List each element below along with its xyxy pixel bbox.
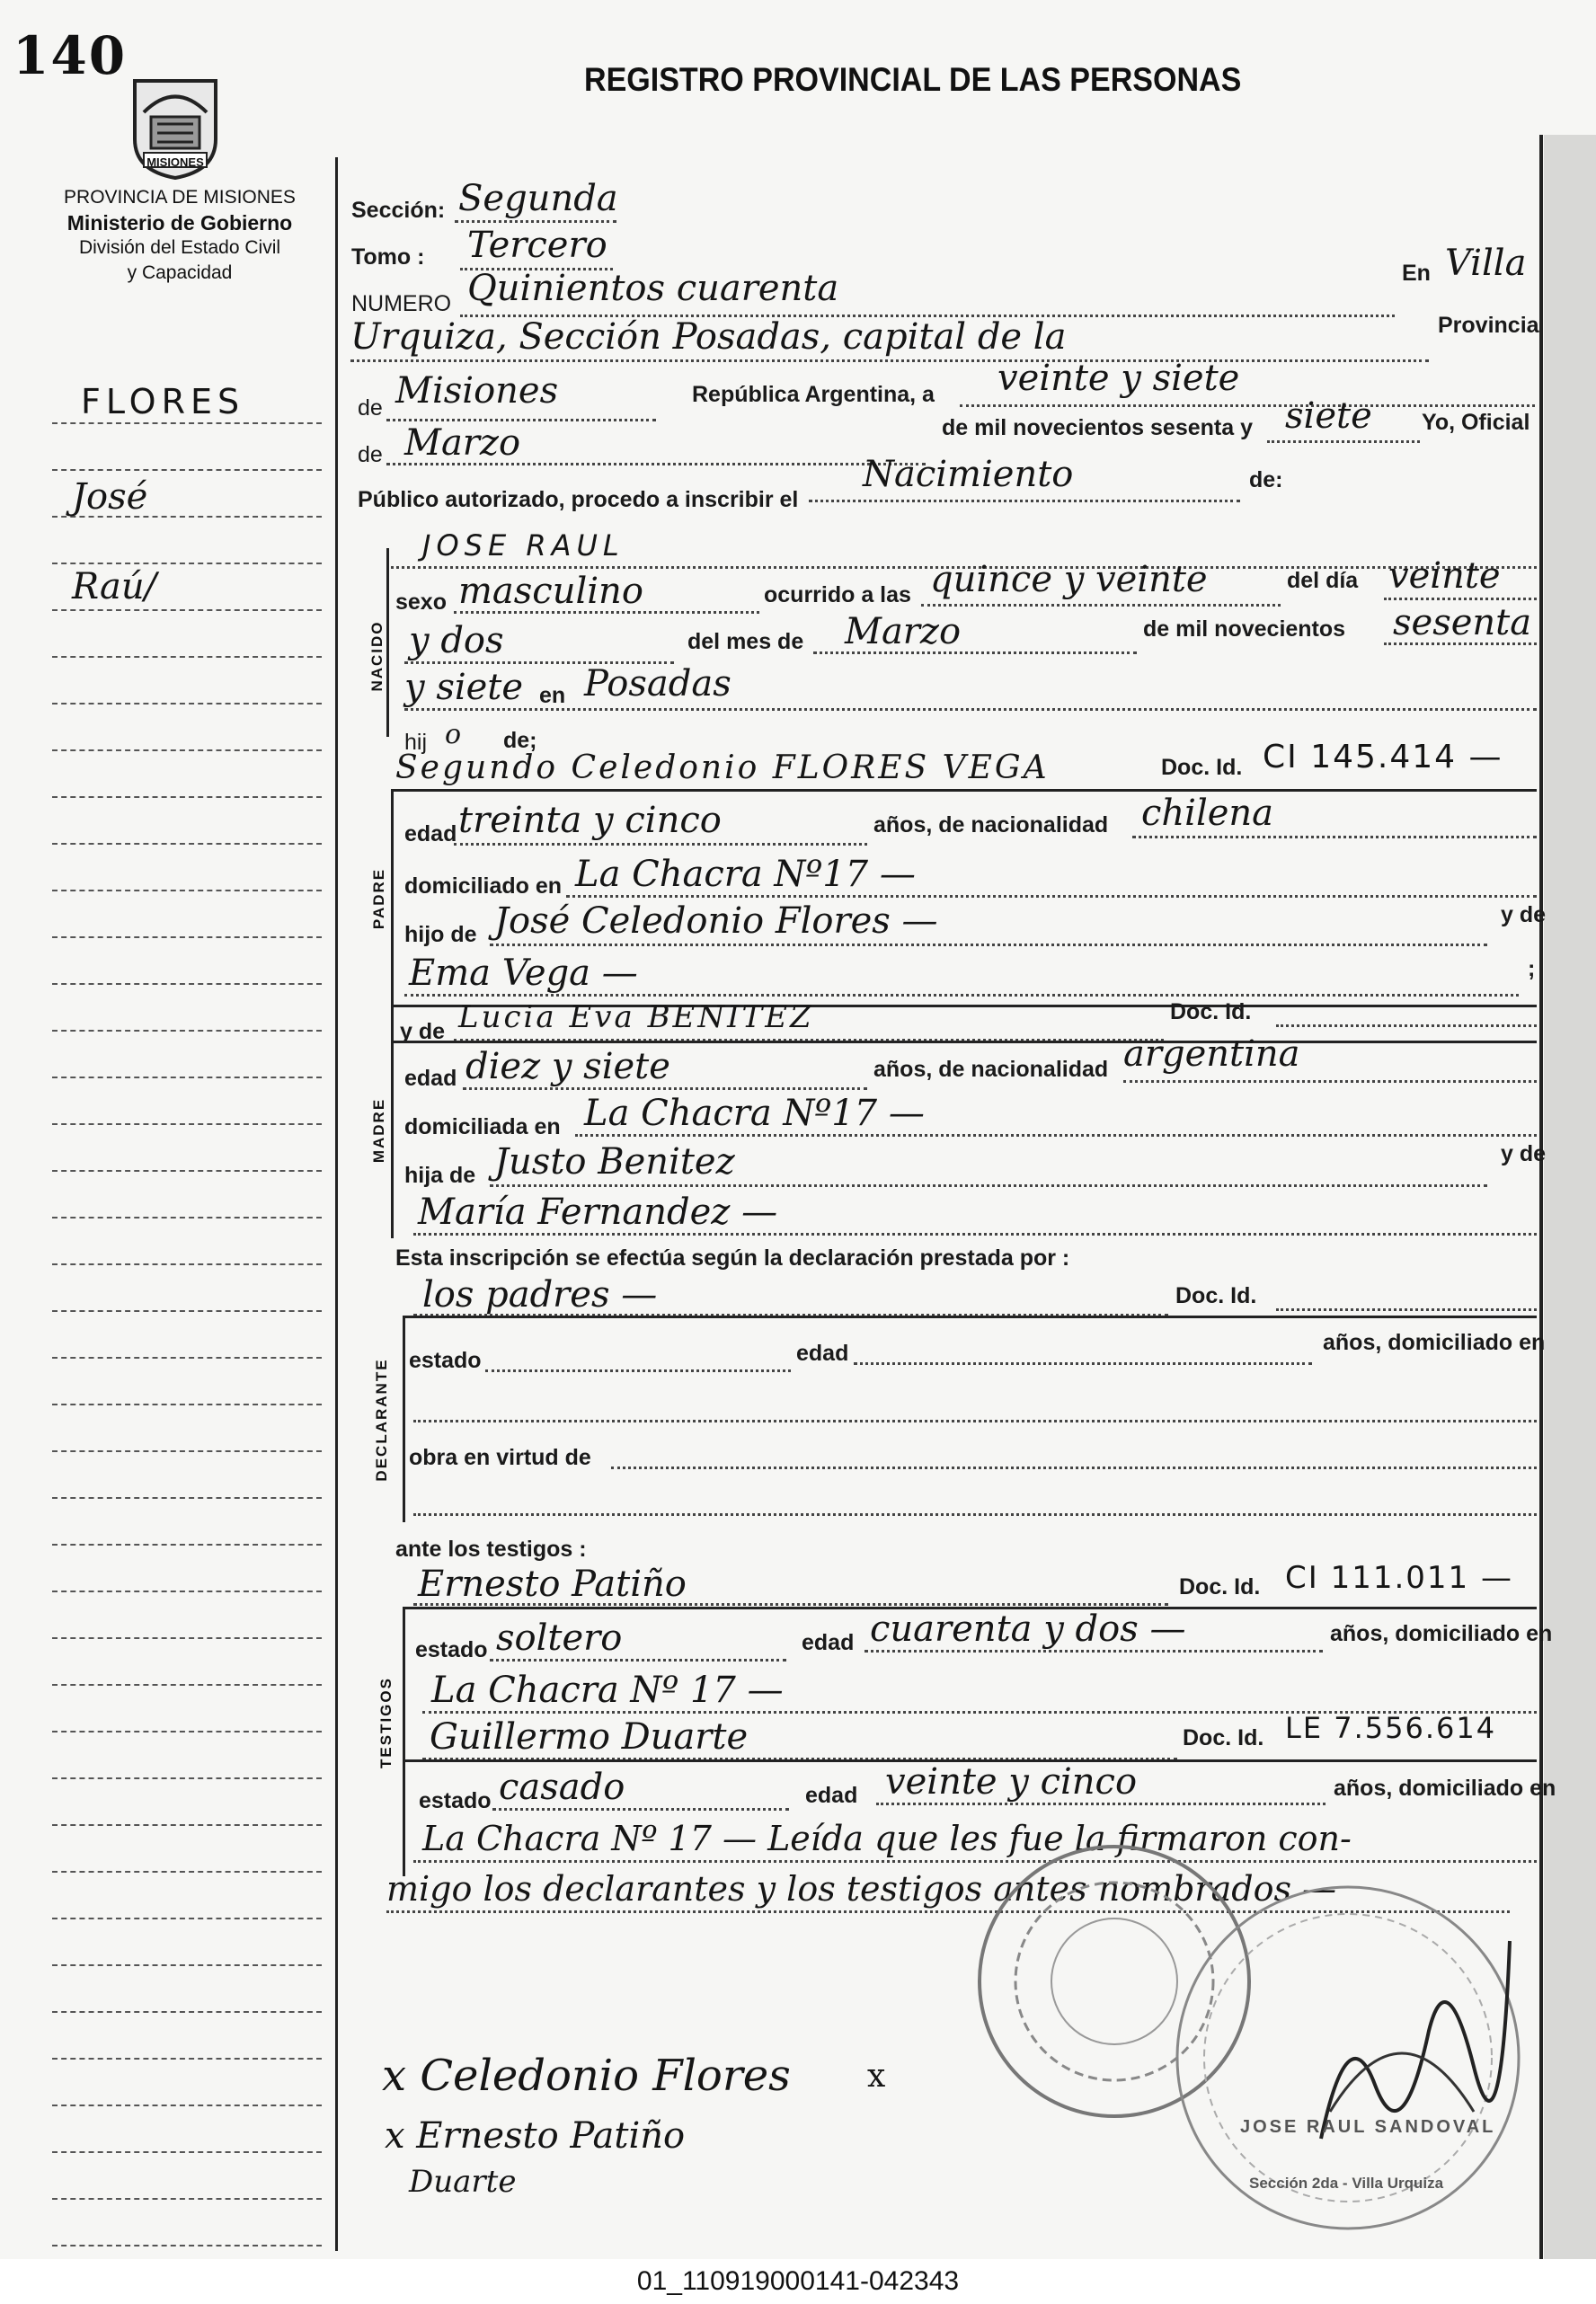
dia-nac-value-2: y dos bbox=[409, 620, 504, 661]
margin-ruled-line bbox=[52, 2151, 322, 2153]
margin-ruled-line bbox=[52, 843, 322, 845]
declarante-intro: Esta inscripción se efectúa según la declaración prestada por : bbox=[395, 1245, 1070, 1271]
margin-ruled-line bbox=[52, 983, 322, 985]
padre-y-de-label: y de bbox=[1501, 902, 1547, 927]
madre-nac-value: argentina bbox=[1123, 1033, 1300, 1075]
org-division: División del Estado Civil bbox=[78, 237, 281, 258]
testigo1-anios-label: años, domiciliado en bbox=[1330, 1621, 1553, 1646]
declarante-obra-label: obra en virtud de bbox=[409, 1445, 591, 1470]
margin-ruled-line bbox=[52, 1497, 322, 1499]
madre-y-de-label: y de bbox=[1501, 1141, 1547, 1166]
margin-ruled-line bbox=[52, 1777, 322, 1779]
margin-ruled-line bbox=[52, 469, 322, 471]
madre-doc-label: Doc. Id. bbox=[1170, 999, 1252, 1024]
margin-ruled-line bbox=[52, 1170, 322, 1172]
numero-value: Quinientos cuarenta bbox=[467, 268, 839, 309]
padre-side-label: PADRE bbox=[370, 867, 387, 930]
closing-line-2: migo los declarantes y los testigos antes nombrados — bbox=[386, 1869, 1337, 1909]
tomo-value: Tercero bbox=[467, 225, 607, 266]
madre-side-label: MADRE bbox=[370, 1097, 387, 1164]
margin-ruled-line bbox=[52, 1824, 322, 1826]
margin-ruled-line bbox=[52, 1450, 322, 1452]
madre-madre-value: María Fernandez — bbox=[418, 1192, 778, 1233]
child-name: JOSE RAUL bbox=[422, 528, 625, 563]
footer-bar bbox=[0, 2259, 1596, 2304]
margin-ruled-line bbox=[52, 1357, 322, 1359]
org-ministry: Ministerio de Gobierno bbox=[66, 211, 293, 235]
hijo-de-label: de; bbox=[503, 728, 537, 753]
margin-divider bbox=[335, 157, 338, 2251]
yo-label: Yo, Oficial bbox=[1422, 410, 1530, 435]
margin-ruled-line bbox=[52, 1964, 322, 1966]
mes-label: del mes de bbox=[687, 629, 804, 654]
mil-nac-label: de mil novecientos bbox=[1143, 616, 1346, 642]
testigo2-anios-label: años, domiciliado en bbox=[1334, 1776, 1556, 1801]
de2-label: de bbox=[358, 442, 383, 467]
padre-hijo-label: hijo de bbox=[404, 922, 477, 947]
lugar-value: Posadas bbox=[584, 663, 732, 704]
margin-given-name-1: José bbox=[72, 476, 148, 518]
tomo-label: Tomo : bbox=[351, 244, 425, 270]
testigos-side-label: TESTIGOS bbox=[377, 1677, 395, 1768]
madre-dom-label: domiciliada en bbox=[404, 1114, 561, 1139]
madre-dom-value: La Chacra Nº17 — bbox=[584, 1093, 925, 1134]
testigo1-doc-label: Doc. Id. bbox=[1179, 1574, 1261, 1600]
declarante-name: los padres — bbox=[422, 1274, 658, 1316]
numero-label: NUMERO bbox=[351, 291, 452, 316]
anio-nac-value: sesenta bbox=[1393, 602, 1532, 643]
org-province: PROVINCIA DE MISIONES bbox=[64, 187, 296, 208]
declarante-anios-label: años, domiciliado en bbox=[1323, 1330, 1546, 1355]
sexo-label: sexo bbox=[395, 589, 447, 615]
margin-ruled-line bbox=[52, 1263, 322, 1265]
hijo-label: hij bbox=[404, 730, 428, 755]
margin-ruled-line bbox=[52, 1030, 322, 1032]
declarante-edad-label: edad bbox=[796, 1341, 849, 1366]
padre-doc-label: Doc. Id. bbox=[1161, 755, 1243, 780]
mes-value: Marzo bbox=[404, 422, 521, 464]
declarante-top-rule bbox=[403, 1316, 1537, 1318]
margin-ruled-line bbox=[52, 2198, 322, 2200]
margin-ruled-line bbox=[52, 1544, 322, 1546]
signature-father: x Celedonio Flores bbox=[382, 2051, 791, 2101]
nacido-bracket bbox=[386, 548, 389, 737]
ocurrido-label: ocurrido a las bbox=[764, 582, 911, 607]
margin-ruled-line bbox=[52, 1871, 322, 1873]
republica-label: República Argentina, a bbox=[692, 382, 935, 407]
testigos-bracket bbox=[403, 1607, 405, 1876]
testigo1-estado-value: soltero bbox=[496, 1617, 623, 1659]
hijo-suffix: o bbox=[445, 719, 462, 750]
padre-semicolon: ; bbox=[1528, 956, 1536, 981]
dia-value: veinte y siete bbox=[998, 358, 1240, 399]
testigo2-doc-label: Doc. Id. bbox=[1183, 1725, 1264, 1750]
margin-ruled-line bbox=[52, 1310, 322, 1312]
padre-edad-label: edad bbox=[404, 821, 457, 846]
padre-nac-value: chilena bbox=[1141, 793, 1274, 834]
en-label: En bbox=[1402, 261, 1431, 286]
madre-hija-label: hija de bbox=[404, 1163, 476, 1188]
margin-ruled-line bbox=[52, 936, 322, 938]
seccion-value: Segunda bbox=[458, 178, 618, 219]
margin-ruled-line bbox=[52, 2058, 322, 2060]
margin-surname: FLORES bbox=[81, 382, 245, 421]
anio-nac-value-2: y siete bbox=[404, 667, 524, 708]
padre-dom-label: domiciliado en bbox=[404, 873, 563, 899]
nacido-side-label: NACIDO bbox=[368, 620, 386, 692]
padre-madre-value: Ema Vega — bbox=[409, 953, 638, 994]
margin-ruled-line bbox=[52, 2105, 322, 2106]
page-edge bbox=[1539, 135, 1543, 2282]
madre-hija-value: Justo Benitez bbox=[494, 1141, 735, 1183]
margin-ruled-line bbox=[52, 890, 322, 891]
padre-bracket bbox=[391, 789, 394, 1005]
margin-ruled-line bbox=[52, 749, 322, 751]
madre-name: Lucia Eva BENITEZ bbox=[458, 999, 814, 1035]
signature-witness-2: Duarte bbox=[409, 2164, 517, 2200]
acto-value: Nacimiento bbox=[863, 454, 1074, 495]
publico-label: Público autorizado, procedo a inscribir el bbox=[358, 487, 799, 512]
testigo2-estado-label: estado bbox=[419, 1788, 492, 1813]
testigo2-doc-value: LE 7.556.614 bbox=[1285, 1711, 1497, 1745]
emblem-label: MISIONES bbox=[146, 155, 204, 169]
padre-hijo-value: José Celedonio Flores — bbox=[494, 900, 938, 942]
testigo2-estado-value: casado bbox=[499, 1767, 625, 1808]
padre-nac-label: años, de nacionalidad bbox=[873, 812, 1109, 837]
margin-ruled-line bbox=[52, 1731, 322, 1732]
madre-edad-label: edad bbox=[404, 1066, 457, 1091]
margin-ruled-line bbox=[52, 796, 322, 798]
en-value: Villa bbox=[1445, 243, 1527, 284]
testigo2-edad-label: edad bbox=[805, 1783, 858, 1808]
margin-ruled-line bbox=[52, 1123, 322, 1125]
madre-rule bbox=[391, 1041, 1537, 1043]
testigos-intro: ante los testigos : bbox=[395, 1537, 587, 1562]
declarante-side-label: DECLARANTE bbox=[373, 1358, 390, 1482]
book-edge bbox=[1544, 135, 1596, 2282]
provincia-label: Provincia bbox=[1438, 313, 1539, 338]
testigo1-name: Ernesto Patiño bbox=[418, 1564, 687, 1605]
anio-value: siete bbox=[1285, 395, 1372, 437]
mes-nac-value: Marzo bbox=[845, 611, 962, 652]
padre-name: Segundo Celedonio FLORES VEGA bbox=[395, 749, 1050, 786]
padre-top-rule bbox=[391, 789, 1537, 792]
margin-ruled-line bbox=[52, 1591, 322, 1592]
de-value: Misiones bbox=[395, 370, 559, 412]
margin-ruled-line bbox=[52, 2245, 322, 2246]
city-line: Urquiza, Sección Posadas, capital de la bbox=[350, 316, 1067, 358]
madre-nac-label: años, de nacionalidad bbox=[873, 1057, 1109, 1082]
padre-doc-value: CI 145.414 — bbox=[1263, 739, 1503, 775]
org-block bbox=[36, 185, 324, 286]
signature-witness-1: x Ernesto Patiño bbox=[385, 2115, 686, 2157]
madre-edad-value: diez y siete bbox=[466, 1046, 670, 1087]
margin-ruled-line bbox=[52, 1077, 322, 1078]
margin-ruled-line bbox=[52, 563, 322, 564]
declarante-bracket bbox=[403, 1316, 405, 1522]
hora-value: quince y veinte bbox=[930, 559, 1208, 600]
margin-ruled-line bbox=[52, 1684, 322, 1686]
declarante-estado-label: estado bbox=[409, 1348, 482, 1373]
testigo1-edad-label: edad bbox=[802, 1630, 855, 1655]
margin-ruled-line bbox=[52, 1918, 322, 1919]
testigo1-estado-label: estado bbox=[415, 1637, 488, 1662]
image-id-caption: 01_110919000141-042343 bbox=[636, 2266, 960, 2296]
org-capacity: y Capacidad bbox=[127, 262, 233, 283]
margin-given-name-2: Raú/ bbox=[72, 566, 157, 607]
mil-label: de mil novecientos sesenta y bbox=[942, 415, 1253, 440]
madre-yde-label: y de bbox=[400, 1019, 446, 1044]
official-section-stamp: Sección 2da - Villa Urquiza bbox=[1249, 2175, 1444, 2192]
margin-ruled-line bbox=[52, 422, 322, 424]
en-nac-label: en bbox=[539, 683, 566, 708]
page-title: REGISTRO PROVINCIAL DE LAS PERSONAS bbox=[584, 61, 1242, 98]
padre-edad-value: treinta y cinco bbox=[458, 800, 722, 841]
madre-bracket bbox=[391, 1005, 394, 1238]
testigo1-doc-value: CI 111.011 — bbox=[1285, 1560, 1513, 1596]
margin-ruled-line bbox=[52, 609, 322, 611]
padre-dom-value: La Chacra Nº17 — bbox=[575, 854, 916, 895]
de3-label: de: bbox=[1249, 467, 1283, 492]
page-number: 140 bbox=[13, 25, 128, 86]
margin-ruled-line bbox=[52, 1217, 322, 1218]
sexo-value: masculino bbox=[458, 571, 643, 612]
official-name-stamp: JOSE RAUL SANDOVAL bbox=[1240, 2117, 1496, 2137]
declarante-doc-label: Doc. Id. bbox=[1175, 1283, 1257, 1308]
testigo1-dom-value: La Chacra Nº 17 — bbox=[431, 1670, 784, 1711]
testigo2-name: Guillermo Duarte bbox=[430, 1716, 749, 1758]
margin-ruled-line bbox=[52, 656, 322, 658]
closing-line-1: La Chacra Nº 17 — Leída que les fue la firmaron con- bbox=[422, 1819, 1352, 1858]
testigo2-edad-value: veinte y cinco bbox=[885, 1761, 1138, 1803]
seccion-label: Sección: bbox=[351, 198, 446, 223]
margin-ruled-line bbox=[52, 2011, 322, 2013]
testigo1-edad-value: cuarenta y dos — bbox=[870, 1608, 1186, 1650]
margin-ruled-line bbox=[52, 703, 322, 704]
dia-nac-value: veinte bbox=[1388, 555, 1501, 597]
de-label: de bbox=[358, 395, 383, 421]
margin-ruled-line bbox=[52, 1637, 322, 1639]
margin-ruled-line bbox=[52, 1404, 322, 1405]
del-dia-label: del día bbox=[1287, 568, 1359, 593]
signature-x-mark: x bbox=[867, 2058, 886, 2095]
